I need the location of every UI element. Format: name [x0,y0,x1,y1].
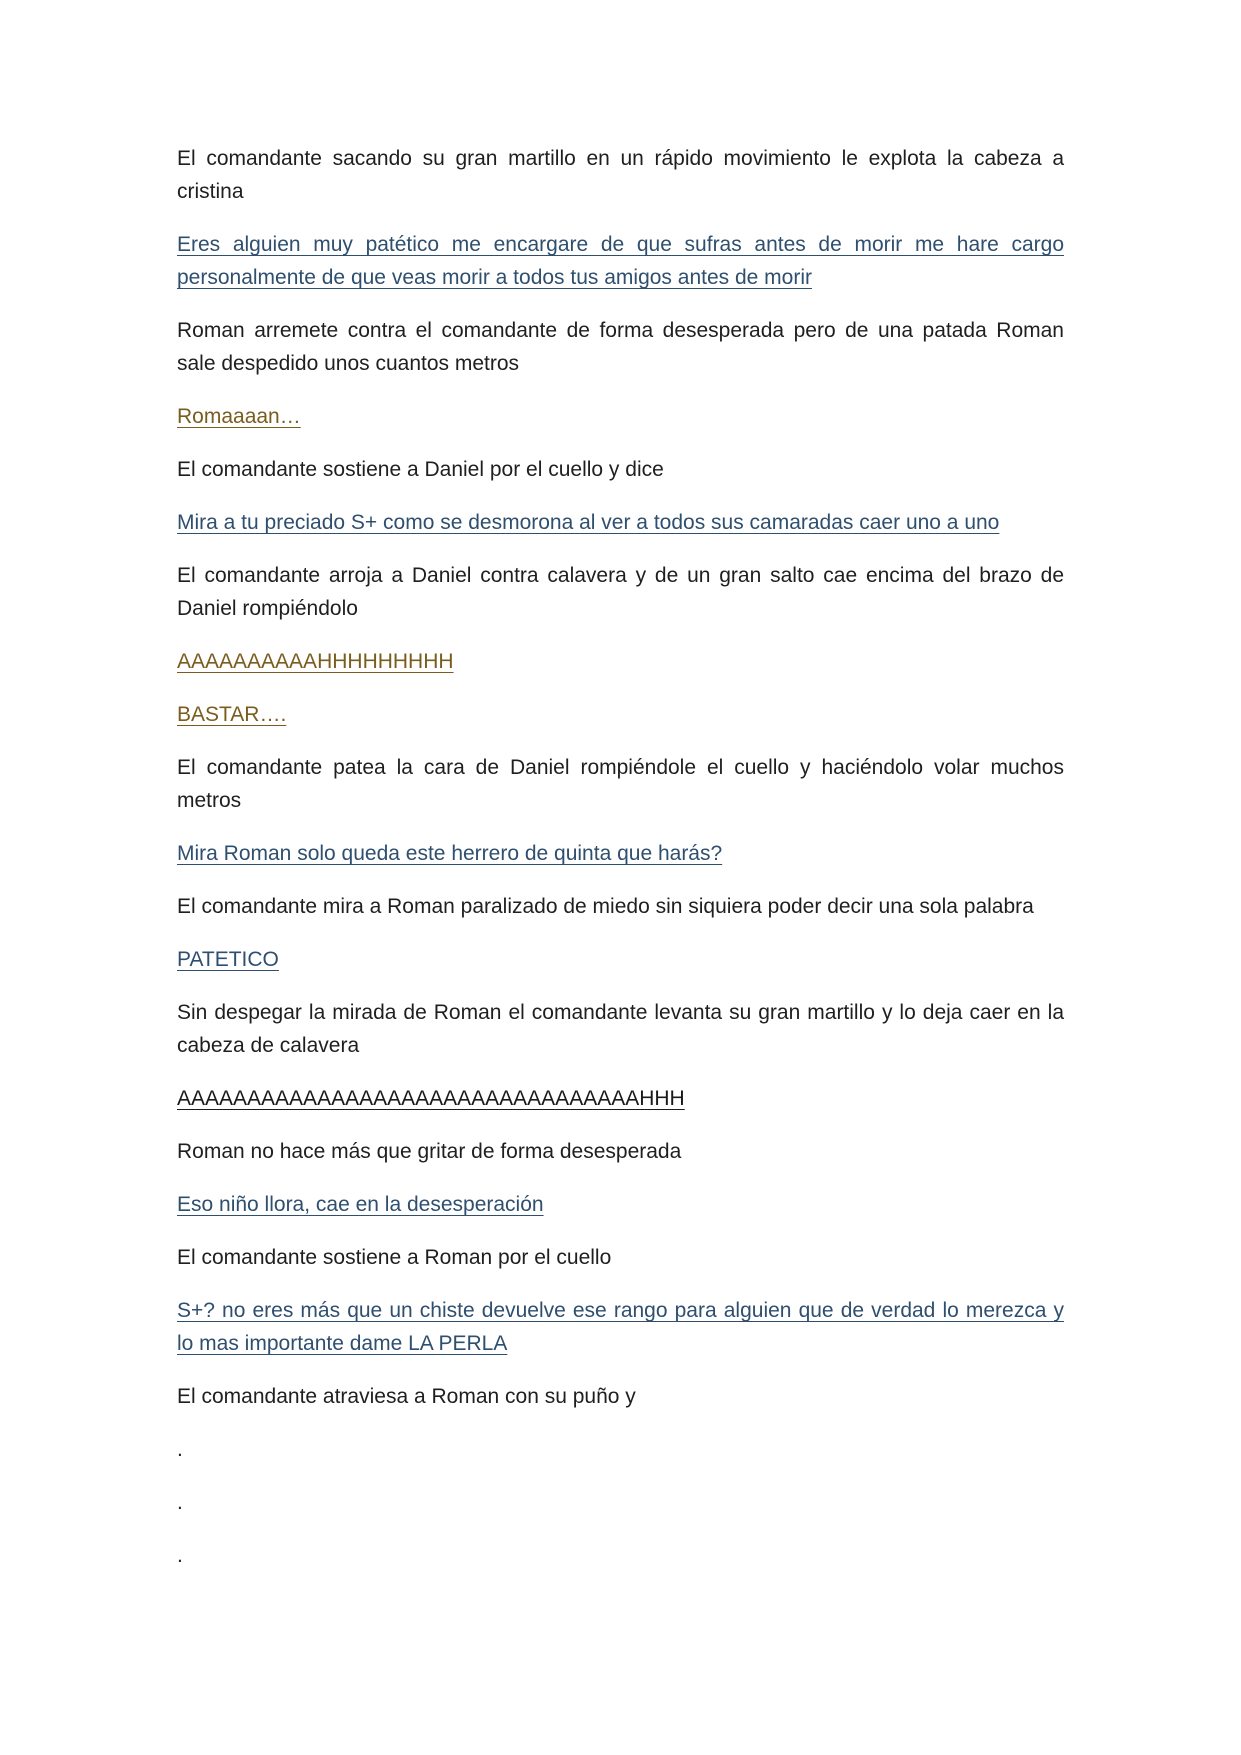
narration-paragraph: Roman arremete contra el comandante de forma desesperada pero de una patada Roman sale despedido unos cuantos metros [177,319,1064,375]
document-body [177,142,1064,1592]
dialogue-line: S+? no eres más que un chiste devuelve ese rango para alguien que de verdad lo merezca y lo mas importante dame LA PERLA [177,1299,1064,1355]
narration-paragraph: El comandante mira a Roman paralizado de miedo sin siquiera poder decir una sola palabra [177,895,1034,918]
dialogue-line: Eres alguien muy patético me encargare de que sufras antes de morir me hare cargo personalmente de que veas morir a todos tus amigos antes de morir [177,233,1064,289]
narration-paragraph: Sin despegar la mirada de Roman el comandante levanta su gran martillo y lo deja caer en la cabeza de calavera [177,1001,1064,1057]
dialogue-line: Romaaaan… [177,405,301,428]
narration-paragraph: El comandante arroja a Daniel contra calavera y de un gran salto cae encima del brazo de Daniel rompiéndolo [177,564,1064,620]
dialogue-line: AAAAAAAAAAHHHHHHHHH [177,650,454,673]
dialogue-line: PATETICO [177,948,279,971]
narration-paragraph: El comandante sostiene a Roman por el cuello [177,1246,612,1269]
narration-paragraph: Roman no hace más que gritar de forma desesperada [177,1140,682,1163]
ellipsis-dot: . [177,1438,183,1461]
dialogue-line: Mira Roman solo queda este herrero de quinta que harás? [177,842,723,865]
narration-paragraph: El comandante sacando su gran martillo en un rápido movimiento le explota la cabeza a cristina [177,147,1064,203]
dialogue-line: BASTAR…. [177,703,287,726]
dialogue-line: Mira a tu preciado S+ como se desmorona al ver a todos sus camaradas caer uno a uno [177,511,1000,534]
narration-paragraph: El comandante sostiene a Daniel por el cuello y dice [177,458,664,481]
dialogue-line: Eso niño llora, cae en la desesperación [177,1193,544,1216]
dialogue-line: AAAAAAAAAAAAAAAAAAAAAAAAAAAAAAAAAHHH [177,1087,685,1110]
narration-paragraph: El comandante patea la cara de Daniel rompiéndole el cuello y haciéndolo volar muchos metros [177,756,1064,812]
ellipsis-dot: . [177,1491,183,1514]
ellipsis-dot: . [177,1544,183,1567]
narration-paragraph: El comandante atraviesa a Roman con su puño y [177,1385,636,1408]
